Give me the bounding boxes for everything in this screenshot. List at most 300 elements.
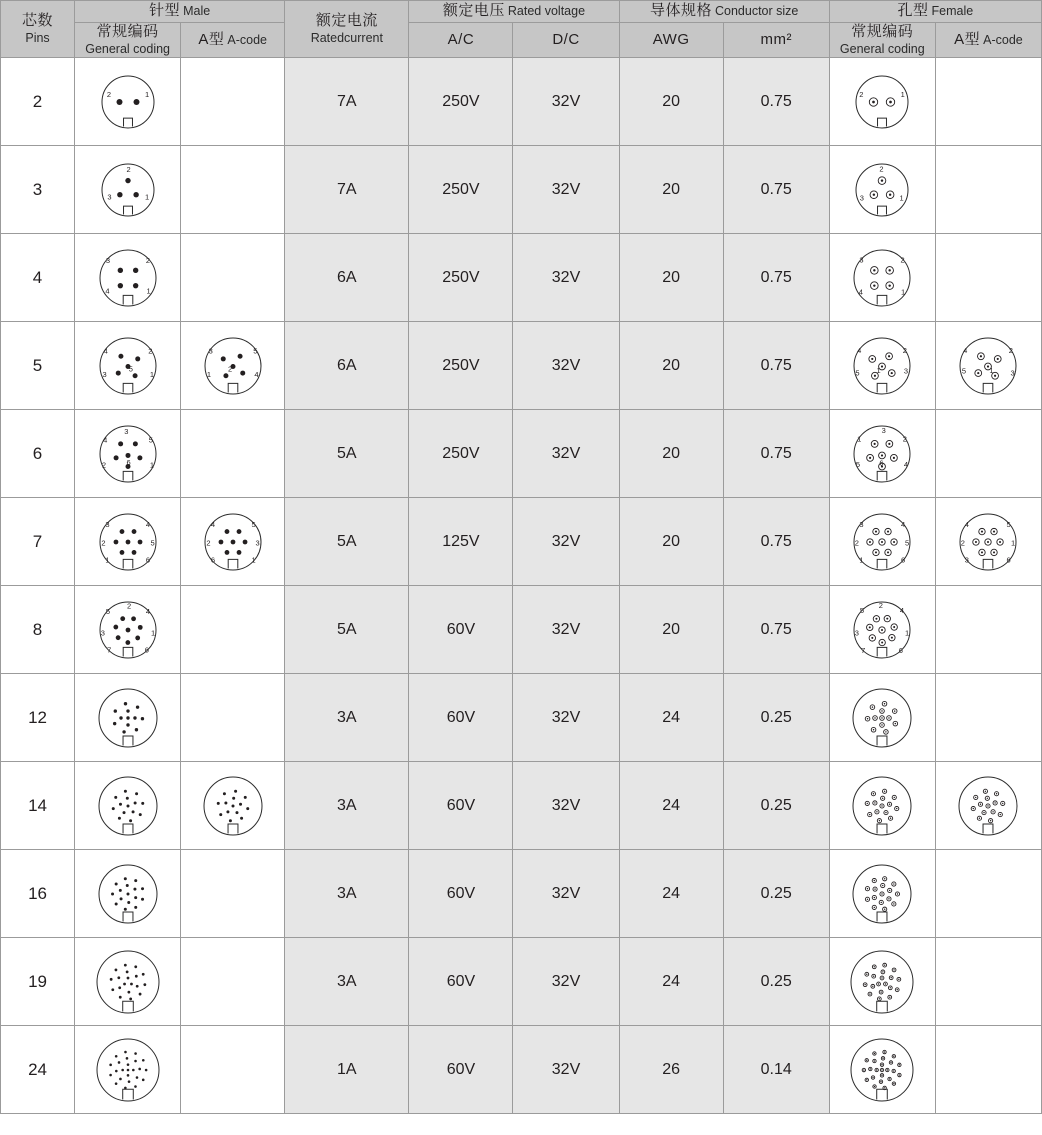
connector-face xyxy=(852,600,912,660)
table-row xyxy=(1,146,1042,234)
cell-pins-2: 2 xyxy=(1,58,75,146)
header-female-acode-cn: A型 xyxy=(954,30,981,48)
connector-face xyxy=(849,949,915,1015)
cell-male-acode-5 xyxy=(181,322,285,410)
cell-male-general-14 xyxy=(75,762,181,850)
svg-text:3: 3 xyxy=(965,554,970,564)
header-female-cn: 孔型 xyxy=(897,2,929,19)
cell-rated-current-12: 3A xyxy=(285,674,409,762)
cell-male-acode-24 xyxy=(181,1026,285,1114)
header-awg-cn: AWG xyxy=(652,30,690,48)
cell-female-acode-24 xyxy=(935,1026,1041,1114)
svg-text:4: 4 xyxy=(901,519,906,529)
cell-female-acode-5 xyxy=(935,322,1041,410)
header-awg xyxy=(619,22,723,57)
svg-text:2: 2 xyxy=(903,434,908,444)
table-row xyxy=(1,1026,1042,1114)
table-row xyxy=(1,58,1042,146)
svg-text:3: 3 xyxy=(860,193,865,203)
cell-rated-current-8: 5A xyxy=(285,586,409,674)
svg-text:5: 5 xyxy=(860,605,865,615)
cell-awg-12: 24 xyxy=(619,674,723,762)
connector-8pin-male-icon xyxy=(75,600,180,660)
cell-rated-current-3: 7A xyxy=(285,146,409,234)
svg-text:1: 1 xyxy=(146,286,151,296)
cell-rated-current-4: 6A xyxy=(285,234,409,322)
connector-face xyxy=(851,687,913,749)
svg-text:3: 3 xyxy=(881,425,887,435)
cell-dc-8: 32V xyxy=(513,586,619,674)
svg-text:2: 2 xyxy=(227,364,232,374)
header-male-acode-cn: A型 xyxy=(198,30,225,48)
connector-14pin-female-icon xyxy=(830,775,935,837)
cell-dc-5: 32V xyxy=(513,322,619,410)
cell-male-general-7 xyxy=(75,498,181,586)
svg-text:5: 5 xyxy=(962,366,967,376)
table-row xyxy=(1,322,1042,410)
connector-5pin-female-acode-icon xyxy=(936,336,1041,396)
header-rated-current-cn: 额定电流 xyxy=(315,11,378,29)
cell-dc-12: 32V xyxy=(513,674,619,762)
svg-text:1: 1 xyxy=(1011,538,1016,548)
cell-rated-current-19: 3A xyxy=(285,938,409,1026)
svg-text:1: 1 xyxy=(251,554,256,564)
cell-rated-current-2: 7A xyxy=(285,58,409,146)
header-ac-cn: A/C xyxy=(447,30,475,48)
cell-mm2-16: 0.25 xyxy=(723,850,829,938)
cell-mm2-5: 0.75 xyxy=(723,322,829,410)
svg-text:4: 4 xyxy=(145,519,150,529)
cell-male-acode-3 xyxy=(181,146,285,234)
connector-4pin-female-icon xyxy=(830,248,935,308)
svg-text:5: 5 xyxy=(251,519,256,529)
svg-text:6: 6 xyxy=(1006,554,1012,564)
header-conductor-size xyxy=(619,1,829,23)
header-conductor-size-cn: 导体规格 xyxy=(649,2,712,19)
svg-text:6: 6 xyxy=(144,645,149,655)
cell-rated-current-6: 5A xyxy=(285,410,409,498)
connector-2pin-male-icon xyxy=(75,74,180,130)
connector-face xyxy=(97,863,159,925)
cell-female-general-19 xyxy=(829,938,935,1026)
cell-male-acode-7 xyxy=(181,498,285,586)
svg-text:3: 3 xyxy=(102,369,107,379)
header-dc-cn: D/C xyxy=(552,30,580,48)
svg-text:1: 1 xyxy=(150,628,155,638)
cell-female-acode-6 xyxy=(935,410,1041,498)
cell-dc-2: 32V xyxy=(513,58,619,146)
cell-female-general-7 xyxy=(829,498,935,586)
cell-male-general-6 xyxy=(75,410,181,498)
svg-text:2: 2 xyxy=(147,346,152,356)
cell-male-general-8 xyxy=(75,586,181,674)
svg-text:7: 7 xyxy=(106,645,111,655)
header-male-en: Male xyxy=(183,4,211,18)
header-rated-voltage-cn: 额定电压 xyxy=(442,2,505,19)
connector-14pin-female-acode-icon xyxy=(936,775,1041,837)
header-rated-current xyxy=(285,1,409,58)
cell-rated-current-14: 3A xyxy=(285,762,409,850)
connector-14pin-male-icon xyxy=(75,775,180,837)
connector-16pin-male-icon xyxy=(75,863,180,925)
cell-pins-3: 3 xyxy=(1,146,75,234)
cell-ac-7: 125V xyxy=(409,498,513,586)
cell-male-acode-4 xyxy=(181,234,285,322)
cell-female-acode-14 xyxy=(935,762,1041,850)
svg-text:5: 5 xyxy=(856,459,861,469)
connector-face xyxy=(98,600,158,660)
table-row xyxy=(1,762,1042,850)
svg-text:2: 2 xyxy=(206,538,211,548)
header-male-acode-en: A-code xyxy=(227,32,268,47)
table-header xyxy=(1,1,1042,58)
connector-7pin-male-icon xyxy=(75,512,180,572)
connector-face xyxy=(203,336,263,396)
svg-text:3: 3 xyxy=(104,519,110,529)
cell-male-general-5 xyxy=(75,322,181,410)
cell-male-acode-6 xyxy=(181,410,285,498)
cell-ac-16: 60V xyxy=(409,850,513,938)
cell-dc-19: 32V xyxy=(513,938,619,1026)
cell-pins-6: 6 xyxy=(1,410,75,498)
cell-ac-4: 250V xyxy=(409,234,513,322)
connector-19pin-male-icon xyxy=(75,949,180,1015)
svg-text:3: 3 xyxy=(1010,368,1016,378)
cell-male-acode-8 xyxy=(181,586,285,674)
cell-female-acode-4 xyxy=(935,234,1041,322)
svg-text:6: 6 xyxy=(145,554,150,564)
connector-face xyxy=(852,248,912,308)
svg-text:6: 6 xyxy=(210,554,215,564)
cell-dc-6: 32V xyxy=(513,410,619,498)
svg-text:4: 4 xyxy=(104,286,110,296)
svg-text:5: 5 xyxy=(1006,519,1012,529)
cell-male-general-4 xyxy=(75,234,181,322)
svg-text:1: 1 xyxy=(876,365,881,375)
cell-awg-5: 20 xyxy=(619,322,723,410)
connector-face xyxy=(97,687,159,749)
cell-male-general-3 xyxy=(75,146,181,234)
cell-awg-14: 24 xyxy=(619,762,723,850)
cell-ac-3: 250V xyxy=(409,146,513,234)
connector-face xyxy=(95,1037,161,1103)
table-row xyxy=(1,410,1042,498)
connector-face xyxy=(851,863,913,925)
svg-text:3: 3 xyxy=(255,538,260,548)
svg-text:2: 2 xyxy=(126,601,131,611)
svg-text:5: 5 xyxy=(148,434,153,444)
svg-text:4: 4 xyxy=(210,519,215,529)
cell-female-acode-8 xyxy=(935,586,1041,674)
svg-text:3: 3 xyxy=(904,366,909,376)
cell-rated-current-24: 1A xyxy=(285,1026,409,1114)
table-row xyxy=(1,938,1042,1026)
connector-5pin-female-icon xyxy=(830,336,935,396)
svg-text:5: 5 xyxy=(105,606,110,616)
svg-text:2: 2 xyxy=(126,164,131,174)
connector-face xyxy=(849,1037,915,1103)
svg-text:3: 3 xyxy=(855,628,860,638)
svg-text:1: 1 xyxy=(859,554,864,564)
svg-text:1: 1 xyxy=(144,192,149,202)
header-male-cn: 针型 xyxy=(149,2,181,19)
cell-awg-8: 20 xyxy=(619,586,723,674)
svg-text:1: 1 xyxy=(104,554,110,564)
cell-female-acode-19 xyxy=(935,938,1041,1026)
connector-7pin-male-acode-icon xyxy=(181,512,284,572)
svg-text:3: 3 xyxy=(859,519,864,529)
cell-male-acode-16 xyxy=(181,850,285,938)
cell-male-general-16 xyxy=(75,850,181,938)
header-ac xyxy=(409,22,513,57)
cell-female-general-4 xyxy=(829,234,935,322)
cell-rated-current-7: 5A xyxy=(285,498,409,586)
cell-rated-current-16: 3A xyxy=(285,850,409,938)
cell-awg-6: 20 xyxy=(619,410,723,498)
connector-2pin-female-icon xyxy=(830,74,935,130)
cell-male-general-24 xyxy=(75,1026,181,1114)
cell-female-acode-3 xyxy=(935,146,1041,234)
svg-text:2: 2 xyxy=(100,538,106,548)
cell-female-general-16 xyxy=(829,850,935,938)
header-dc xyxy=(513,22,619,57)
cell-mm2-8: 0.75 xyxy=(723,586,829,674)
table-row xyxy=(1,498,1042,586)
cell-female-general-6 xyxy=(829,410,935,498)
header-male-general xyxy=(75,22,181,57)
connector-12pin-male-icon xyxy=(75,687,180,749)
cell-ac-8: 60V xyxy=(409,586,513,674)
cell-ac-14: 60V xyxy=(409,762,513,850)
connector-face xyxy=(98,424,158,484)
connector-3pin-male-icon xyxy=(75,162,180,218)
header-mm2-cn: mm² xyxy=(760,30,792,48)
svg-text:4: 4 xyxy=(904,459,909,469)
svg-text:2: 2 xyxy=(961,538,966,548)
cell-awg-19: 24 xyxy=(619,938,723,1026)
cell-male-general-2 xyxy=(75,58,181,146)
svg-text:1: 1 xyxy=(901,286,906,296)
svg-text:4: 4 xyxy=(900,605,905,615)
header-male xyxy=(75,1,285,23)
svg-text:2: 2 xyxy=(101,460,106,470)
cell-female-acode-12 xyxy=(935,674,1041,762)
svg-text:1: 1 xyxy=(206,369,211,379)
cell-female-acode-16 xyxy=(935,850,1041,938)
svg-text:2: 2 xyxy=(145,255,150,265)
connector-face xyxy=(97,775,159,837)
cell-dc-4: 32V xyxy=(513,234,619,322)
connector-face xyxy=(98,512,158,572)
svg-text:1: 1 xyxy=(149,369,154,379)
cell-awg-2: 20 xyxy=(619,58,723,146)
svg-text:5: 5 xyxy=(905,538,910,548)
svg-text:3: 3 xyxy=(106,192,112,202)
svg-text:2: 2 xyxy=(106,89,111,99)
connector-12pin-female-icon xyxy=(830,687,935,749)
connector-5pin-male-icon xyxy=(75,336,180,396)
connector-face xyxy=(852,424,912,484)
connector-face xyxy=(202,775,264,837)
svg-text:6: 6 xyxy=(899,645,904,655)
svg-text:4: 4 xyxy=(965,519,970,529)
cell-mm2-12: 0.25 xyxy=(723,674,829,762)
connector-face xyxy=(854,74,910,130)
connector-3pin-female-icon xyxy=(830,162,935,218)
cell-mm2-24: 0.14 xyxy=(723,1026,829,1114)
connector-7pin-female-icon xyxy=(830,512,935,572)
header-female-acode xyxy=(935,22,1041,57)
svg-text:5: 5 xyxy=(150,538,155,548)
connector-face xyxy=(851,775,913,837)
svg-text:6: 6 xyxy=(901,554,906,564)
svg-text:5: 5 xyxy=(855,368,860,378)
svg-text:3: 3 xyxy=(100,628,105,638)
cell-male-general-19 xyxy=(75,938,181,1026)
header-male-general-cn: 常规编码 xyxy=(96,22,159,40)
svg-text:1: 1 xyxy=(144,89,149,99)
cell-pins-12: 12 xyxy=(1,674,75,762)
cell-dc-24: 32V xyxy=(513,1026,619,1114)
connector-4pin-male-icon xyxy=(75,248,180,308)
cell-awg-24: 26 xyxy=(619,1026,723,1114)
connector-24pin-male-icon xyxy=(75,1037,180,1103)
cell-female-general-12 xyxy=(829,674,935,762)
svg-text:4: 4 xyxy=(103,346,108,356)
header-rated-voltage xyxy=(409,1,619,23)
cell-male-acode-2 xyxy=(181,58,285,146)
cell-mm2-3: 0.75 xyxy=(723,146,829,234)
connector-face xyxy=(98,248,158,308)
cell-ac-2: 250V xyxy=(409,58,513,146)
svg-text:4: 4 xyxy=(859,286,864,296)
cell-ac-5: 250V xyxy=(409,322,513,410)
header-female-general xyxy=(829,22,935,57)
connector-24pin-female-icon xyxy=(830,1037,935,1103)
table-row xyxy=(1,850,1042,938)
cell-female-acode-2 xyxy=(935,58,1041,146)
header-female-general-cn: 常规编码 xyxy=(851,22,914,40)
svg-text:1: 1 xyxy=(899,193,905,203)
connector-14pin-male-acode-icon xyxy=(181,775,284,837)
svg-text:1: 1 xyxy=(900,89,906,99)
cell-pins-14: 14 xyxy=(1,762,75,850)
svg-text:4: 4 xyxy=(145,606,150,616)
cell-pins-19: 19 xyxy=(1,938,75,1026)
cell-dc-16: 32V xyxy=(513,850,619,938)
cell-dc-3: 32V xyxy=(513,146,619,234)
cell-female-acode-7 xyxy=(935,498,1041,586)
svg-text:2: 2 xyxy=(900,254,905,264)
connector-7pin-female-acode-icon xyxy=(936,512,1041,572)
svg-text:4: 4 xyxy=(254,369,259,379)
cell-pins-4: 4 xyxy=(1,234,75,322)
header-rated-current-en: Ratedcurrent xyxy=(310,30,383,45)
header-pins-en: Pins xyxy=(25,30,50,45)
connector-face xyxy=(98,336,158,396)
svg-text:4: 4 xyxy=(102,434,107,444)
svg-text:2: 2 xyxy=(903,345,908,355)
header-female-acode-en: A-code xyxy=(983,32,1023,47)
cell-female-general-14 xyxy=(829,762,935,850)
header-female-en: Female xyxy=(931,4,974,18)
connector-face xyxy=(100,162,156,218)
svg-text:1: 1 xyxy=(989,365,994,375)
cell-mm2-2: 0.75 xyxy=(723,58,829,146)
cell-pins-8: 8 xyxy=(1,586,75,674)
cell-pins-7: 7 xyxy=(1,498,75,586)
cell-mm2-14: 0.25 xyxy=(723,762,829,850)
connector-face xyxy=(958,336,1018,396)
table-body xyxy=(1,58,1042,1114)
connector-5pin-male-acode-icon xyxy=(181,336,284,396)
svg-text:2: 2 xyxy=(855,538,860,548)
header-pins xyxy=(1,1,75,58)
cell-pins-16: 16 xyxy=(1,850,75,938)
cell-mm2-6: 0.75 xyxy=(723,410,829,498)
header-male-acode xyxy=(181,22,285,57)
cell-ac-19: 60V xyxy=(409,938,513,1026)
cell-pins-5: 5 xyxy=(1,322,75,410)
cell-awg-4: 20 xyxy=(619,234,723,322)
cell-female-general-24 xyxy=(829,1026,935,1114)
connector-face xyxy=(957,775,1019,837)
svg-text:1: 1 xyxy=(149,460,154,470)
connector-face xyxy=(958,512,1018,572)
svg-text:3: 3 xyxy=(208,346,213,356)
table-row xyxy=(1,674,1042,762)
connector-face xyxy=(95,949,161,1015)
connector-face xyxy=(854,162,910,218)
header-rated-voltage-en: Rated voltage xyxy=(507,4,586,18)
table-row xyxy=(1,586,1042,674)
svg-text:5: 5 xyxy=(128,364,133,374)
header-female-general-en: General coding xyxy=(839,41,925,56)
svg-text:2: 2 xyxy=(879,600,884,610)
svg-text:2: 2 xyxy=(879,164,884,174)
cell-ac-12: 60V xyxy=(409,674,513,762)
svg-text:1: 1 xyxy=(905,628,910,638)
connector-19pin-female-icon xyxy=(830,949,935,1015)
cell-mm2-7: 0.75 xyxy=(723,498,829,586)
cell-rated-current-5: 6A xyxy=(285,322,409,410)
cell-male-acode-14 xyxy=(181,762,285,850)
cell-awg-16: 24 xyxy=(619,850,723,938)
cell-male-acode-19 xyxy=(181,938,285,1026)
cell-mm2-4: 0.75 xyxy=(723,234,829,322)
svg-text:3: 3 xyxy=(123,426,128,436)
svg-text:3: 3 xyxy=(859,254,864,264)
svg-text:2: 2 xyxy=(1009,345,1014,355)
header-conductor-size-en: Conductor size xyxy=(714,4,799,18)
cell-dc-14: 32V xyxy=(513,762,619,850)
connector-face xyxy=(203,512,263,572)
cell-ac-24: 60V xyxy=(409,1026,513,1114)
header-pins-cn: 芯数 xyxy=(22,11,54,29)
cell-awg-7: 20 xyxy=(619,498,723,586)
connector-6pin-female-icon xyxy=(830,424,935,484)
svg-text:6: 6 xyxy=(879,458,884,468)
connector-face xyxy=(100,74,156,130)
connector-8pin-female-icon xyxy=(830,600,935,660)
svg-text:5: 5 xyxy=(252,346,258,356)
cell-female-general-5 xyxy=(829,322,935,410)
connector-6pin-male-icon xyxy=(75,424,180,484)
svg-text:2: 2 xyxy=(859,89,864,99)
table-row xyxy=(1,234,1042,322)
cell-female-general-2 xyxy=(829,58,935,146)
svg-text:4: 4 xyxy=(857,345,862,355)
